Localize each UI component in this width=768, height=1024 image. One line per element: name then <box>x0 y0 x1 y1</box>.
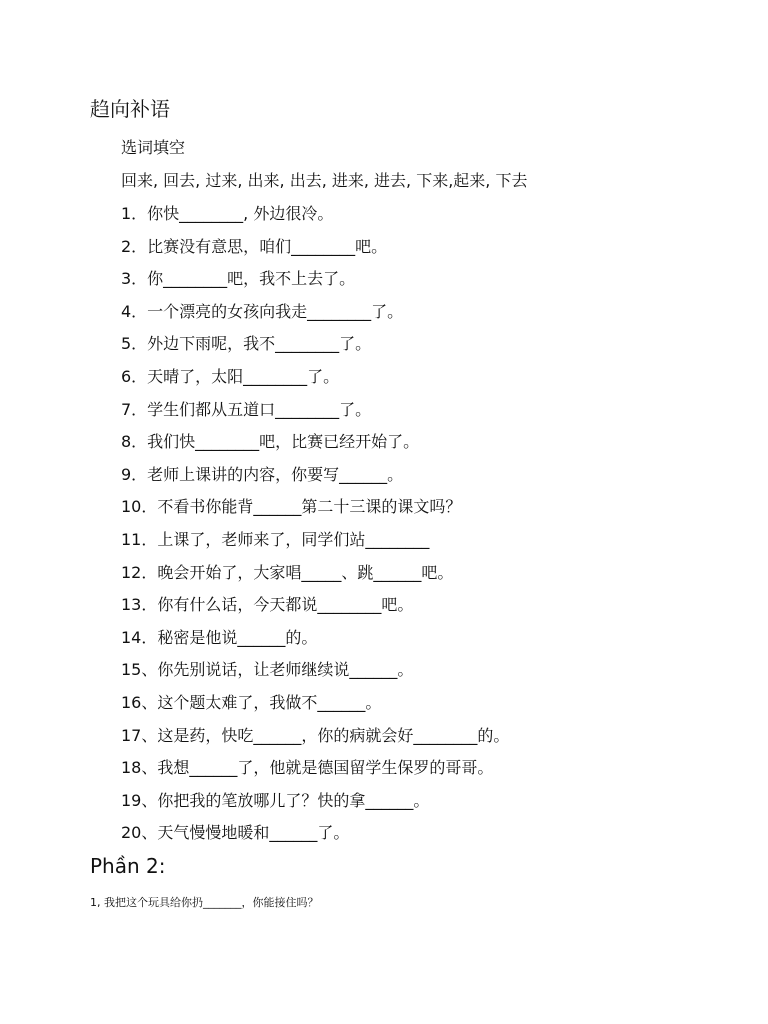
question-item: 2．比赛没有意思，咱们________吧。 <box>121 236 388 256</box>
question-item: 5．外边下雨呢，我不________了。 <box>121 334 372 354</box>
part2-heading: Phần 2: <box>90 854 166 878</box>
instruction-text: 选词填空 <box>121 138 186 157</box>
question-item: 11．上课了，老师来了，同学们站________ <box>121 529 430 549</box>
question-item: 17、这是药，快吃______，你的病就会好________的。 <box>121 725 510 745</box>
question-item: 12．晚会开始了，大家唱_____、跳______吧。 <box>121 562 454 582</box>
question-item: 19、你把我的笔放哪儿了？快的拿______。 <box>121 790 430 810</box>
word-bank: 回来, 回去, 过来, 出来, 出去, 进来, 进去, 下来,起来, 下去 <box>121 171 528 190</box>
question-item: 6．天晴了，太阳________了。 <box>121 366 340 386</box>
question-item: 15、你先别说话，让老师继续说______。 <box>121 660 414 680</box>
question-item: 3．你________吧，我不上去了。 <box>121 269 356 289</box>
part2-question-item: 1, 我把这个玩具给你扔_______，你能接住吗？ <box>90 896 319 909</box>
question-list <box>121 203 509 855</box>
question-item: 16、这个题太难了，我做不______。 <box>121 692 382 712</box>
question-item: 10．不看书你能背______第二十三课的课文吗？ <box>121 497 462 517</box>
question-item: 9．老师上课讲的内容，你要写______。 <box>121 464 404 484</box>
question-item: 14．秘密是他说______的。 <box>121 627 318 647</box>
question-item: 1．你快________, 外边很冷。 <box>121 204 334 223</box>
question-item: 7．学生们都从五道口________了。 <box>121 399 372 419</box>
page-title: 趋向补语 <box>90 97 170 121</box>
question-item: 4．一个漂亮的女孩向我走________了。 <box>121 301 404 321</box>
question-item: 20、天气慢慢地暖和______了。 <box>121 823 350 843</box>
question-item: 13．你有什么话，今天都说________吧。 <box>121 595 414 615</box>
question-item: 18、我想______了，他就是德国留学生保罗的哥哥。 <box>121 758 494 778</box>
question-item: 8．我们快________吧，比赛已经开始了。 <box>121 432 420 452</box>
